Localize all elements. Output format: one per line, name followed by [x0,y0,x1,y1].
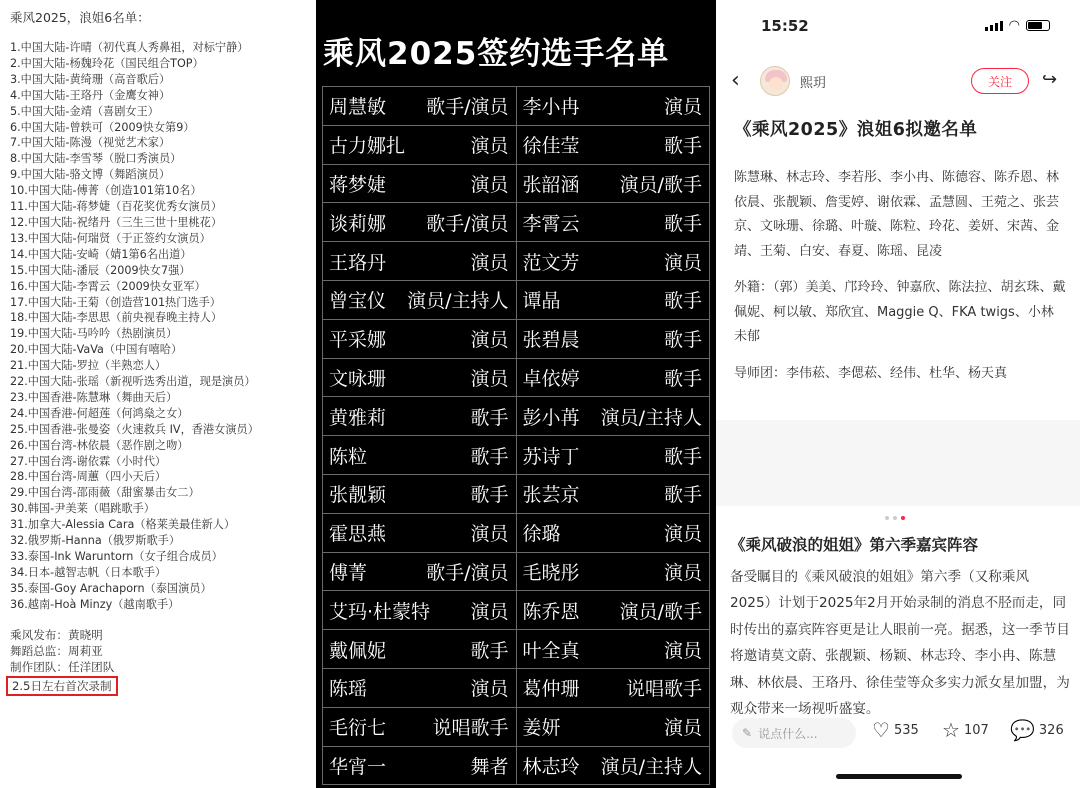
table-cell [517,475,711,514]
contestant-list [10,40,316,613]
contestant-name: 文咏珊 [329,367,387,390]
table-cell [323,553,517,592]
contestant-role: 歌手 [663,329,702,352]
list-item: 29.中国台湾-邵雨薇（甜蜜暴击女二） [10,486,200,500]
table-cell [517,553,711,592]
list-item: 12.中国大陆-祝绪丹（三生三世十里桃花） [10,215,223,229]
list-item: 21.中国大陆-罗拉（半熟恋人） [10,359,167,373]
table-row [323,397,710,436]
contestant-role: 歌手 [663,484,702,507]
contestant-name: 彭小苒 [522,406,580,429]
contestant-role: 歌手 [470,484,509,507]
contestant-role: 演员 [470,600,509,623]
roster-table [322,86,710,785]
contestant-name: 艾玛·杜蒙特 [329,600,431,623]
table-cell [517,126,711,165]
list-item: 16.中国大陆-李霄云（2009快女亚军） [10,279,206,293]
table-cell [323,242,517,281]
list-item: 10.中国大陆-傅菁（创造101第10名） [10,184,202,198]
staff-line: 制作团队：任洋团队 [10,660,115,675]
contestant-name: 徐佳莹 [522,135,580,158]
list-item: 5.中国大陆-金靖（喜剧女王） [10,104,159,118]
list-item: 25.中国香港-张曼姿（火速救兵 IV，香港女演员） [10,422,259,436]
table-cell [517,203,711,242]
record-date-note: 2.5日左右首次录制 [6,676,118,696]
table-row [323,320,710,359]
left-panel [0,0,316,788]
author-name[interactable]: 熙玥 [800,76,827,91]
table-cell [323,281,517,320]
list-item: 20.中国大陆-VaVa（中国有嘻哈） [10,343,183,357]
post-header [716,66,1080,98]
table-cell [517,87,711,126]
table-row [323,165,710,204]
star-count: 107 [963,722,989,738]
home-indicator [836,774,962,779]
list-item: 26.中国台湾-林依晨（恶作剧之吻） [10,438,189,452]
roster-title: 乘风2025签约选手名单 [323,36,670,72]
contestant-role: 演员/主持人 [407,290,509,313]
table-cell [323,630,517,669]
contestant-role: 演员 [663,717,702,740]
contestant-role: 歌手 [663,445,702,468]
contestant-name: 李小冉 [522,96,580,119]
contestant-name: 陈乔恩 [522,600,580,623]
contestant-role: 歌手/演员 [426,96,509,119]
comment-icon: 💬 [1010,718,1035,742]
list-item: 4.中国大陆-王珞丹（金鹰女神） [10,88,171,102]
contestant-role: 歌手/演员 [426,212,509,235]
list-item: 31.加拿大-Alessia Cara（格莱美最佳新人） [10,518,236,532]
list-item: 9.中国大陆-骆文博（舞蹈演员） [10,168,171,182]
list-item: 22.中国大陆-张瑶（新视听选秀出道，现是演员） [10,375,256,389]
contestant-role: 演员 [663,523,702,546]
follow-button[interactable]: 关注 [971,68,1029,94]
section-body: 备受瞩目的《乘风破浪的姐姐》第六季（又称乘风2025）计划于2025年2月开始录制的消息不胫而走，同时传出的嘉宾阵容更是让人眼前一亮。据悉，这一季节目将邀请莫文蔚、张靓颖、杨颖、林志玲、李小冉、陈慧琳、林依晨、王珞丹、徐佳莹等众多实力派女星加盟，为观众带来一场视听盛宴。 [730,569,1070,718]
table-cell [517,242,711,281]
list-item: 32.俄罗斯-Hanna（俄罗斯歌手） [10,534,181,548]
status-time: 15:52 [761,17,809,35]
contestant-role: 歌手/演员 [426,561,509,584]
list-item: 17.中国大陆-王菊（创造营101热门选手） [10,295,221,309]
list-item: 6.中国大陆-曾轶可（2009快女第9） [10,120,195,134]
heart-icon: ♡ [872,718,890,742]
contestant-name: 谭晶 [522,290,561,313]
table-cell [323,669,517,708]
table-cell [323,203,517,242]
contestant-name: 范文芳 [522,251,580,274]
contestant-role: 演员/主持人 [600,406,702,429]
contestant-name: 曾宝仪 [329,290,387,313]
contestant-name: 蒋梦婕 [329,173,387,196]
contestant-role: 演员 [470,135,509,158]
table-row [323,87,710,126]
list-item: 13.中国大陆-何瑞贤（于正签约女演员） [10,231,211,245]
list-header: 乘风2025，浪姐6名单： [10,10,150,25]
contestant-name: 林志玲 [522,755,580,778]
list-item: 15.中国大陆-潘辰（2009快女7强） [10,263,191,277]
contestant-role: 演员 [663,96,702,119]
table-cell [517,669,711,708]
contestant-name: 黄雅莉 [329,406,387,429]
list-item: 30.韩国-尹美莱（唱跳歌手） [10,502,155,516]
favorite-button[interactable] [942,720,989,740]
staff-info [10,627,316,696]
contestant-name: 卓依婷 [522,367,580,390]
contestant-name: 陈瑶 [329,678,368,701]
list-item: 11.中国大陆-蒋梦婕（百花奖优秀女演员） [10,200,223,214]
contestant-name: 傅菁 [329,561,368,584]
right-panel [716,0,1080,788]
table-cell [323,708,517,747]
table-cell [323,475,517,514]
section-title: 《乘风破浪的姐姐》第六季嘉宾阵容 [730,536,979,554]
list-item: 7.中国大陆-陈漫（视觉艺术家） [10,136,171,150]
bottom-action-bar [716,712,1080,756]
list-item: 27.中国台湾-谢依霖（小时代） [10,454,167,468]
table-row [323,281,710,320]
list-item: 18.中国大陆-李思思（前央视春晚主持人） [10,311,223,325]
like-button[interactable] [872,720,919,740]
back-icon[interactable]: ‹ [731,68,740,93]
contestant-name: 王珞丹 [329,251,387,274]
table-row [323,553,710,592]
table-cell [517,436,711,475]
avatar[interactable] [760,66,790,96]
contestant-role: 说唱歌手 [625,678,702,701]
table-cell [517,630,711,669]
list-item: 36.越南-Hoà Minzy（越南歌手） [10,597,180,611]
contestant-role: 演员/歌手 [619,173,702,196]
contestant-name: 张靓颖 [329,484,387,507]
contestant-role: 歌手 [663,290,702,313]
carousel-dots [885,516,905,520]
signal-icon [985,21,1003,31]
post-body [734,166,1066,398]
contestant-name: 李霄云 [522,212,580,235]
list-item: 1.中国大陆-许晴（初代真人秀鼻祖，对标宁静） [10,41,249,54]
contestant-role: 演员/歌手 [619,600,702,623]
staff-line: 舞蹈总监：周莉亚 [10,643,103,658]
table-row [323,359,710,398]
contestant-role: 说唱歌手 [432,717,509,740]
comment-button[interactable] [1010,720,1064,740]
battery-icon [1026,20,1050,31]
contestant-role: 演员 [470,523,509,546]
comment-count: 326 [1038,722,1064,738]
pen-icon: ✎ [742,726,753,740]
list-item: 34.日本-越智志帆（日本歌手） [10,565,167,579]
table-row [323,591,710,630]
list-item: 35.泰国-Goy Arachaporn（泰国演员） [10,581,212,595]
table-cell [323,591,517,630]
contestant-name: 平采娜 [329,329,387,352]
table-cell [323,320,517,359]
contestant-role: 演员 [663,251,702,274]
list-item: 3.中国大陆-黄绮珊（高音歌后） [10,72,171,86]
contestant-name: 毛衍七 [329,717,387,740]
table-cell [323,436,517,475]
list-item: 2.中国大陆-杨魏玲花（国民组合TOP） [10,56,204,70]
contestant-role: 歌手 [663,135,702,158]
table-cell [517,165,711,204]
contestant-role: 演员 [470,678,509,701]
contestant-name: 张碧晨 [522,329,580,352]
contestant-role: 演员 [663,639,702,662]
table-row [323,708,710,747]
status-bar [716,16,1080,38]
table-cell [517,281,711,320]
table-cell [323,87,517,126]
table-cell [323,514,517,553]
table-row [323,203,710,242]
contestant-name: 霍思燕 [329,523,387,546]
contestant-name: 戴佩妮 [329,639,387,662]
table-cell [323,397,517,436]
contestant-name: 苏诗丁 [522,445,580,468]
table-cell [517,397,711,436]
post-paragraph: 外籍：（郭）美美、邝玲玲、钟嘉欣、陈法拉、胡玄珠、戴佩妮、柯以敏、郑欣宜、Maggie Q、FKA twigs、小林未郁 [734,280,1066,344]
contestant-role: 演员 [470,173,509,196]
table-row [323,630,710,669]
table-cell [323,165,517,204]
contestant-name: 陈粒 [329,445,368,468]
wifi-icon: ◠ [1008,17,1020,33]
contestant-role: 歌手 [663,212,702,235]
contestant-name: 徐璐 [522,523,561,546]
contestant-name: 叶全真 [522,639,580,662]
contestant-name: 葛仲珊 [522,678,580,701]
share-icon[interactable]: ↪ [1042,69,1058,90]
post-title: 《乘风2025》浪姐6拟邀名单 [734,120,978,140]
table-cell [517,747,711,786]
list-item: 28.中国台湾-周蕙（四小天后） [10,470,167,484]
table-row [323,747,710,786]
star-icon: ☆ [942,718,960,742]
contestant-role: 演员 [470,329,509,352]
list-item: 8.中国大陆-李雪琴（脱口秀演员） [10,152,182,166]
contestant-name: 姜妍 [522,717,561,740]
contestant-name: 古力娜扎 [329,135,406,158]
table-row [323,514,710,553]
contestant-name: 谈莉娜 [329,212,387,235]
contestant-name: 张芸京 [522,484,580,507]
comment-placeholder: 说点什么... [758,726,818,741]
table-cell [517,591,711,630]
post-paragraph: 导师团：李伟菘、李偲菘、经伟、杜华、杨天真 [734,365,1008,381]
comment-input[interactable] [732,718,856,748]
contestant-role: 歌手 [663,367,702,390]
contestant-role: 演员/主持人 [600,755,702,778]
table-cell [517,708,711,747]
contestant-name: 毛晓彤 [522,561,580,584]
list-item: 24.中国香港-何超莲（何鸿燊之女） [10,406,189,420]
list-item: 33.泰国-Ink Waruntorn（女子组合成员） [10,550,223,563]
contestant-role: 舞者 [470,755,509,778]
contestant-name: 张韶涵 [522,173,580,196]
table-row [323,669,710,708]
image-placeholder [716,420,1080,506]
contestant-role: 歌手 [470,639,509,662]
table-row [323,126,710,165]
table-row [323,436,710,475]
post-paragraph: 陈慧琳、林志玲、李若彤、李小冉、陈德容、陈乔恩、林依晨、张靓颖、詹雯婷、谢依霖、孟慧圆、王菀之、张芸京、文咏珊、徐璐、叶璇、陈粒、玲花、姜妍、宋茜、金靖、王菊、白安、春夏、陈瑶、昆凌 [734,170,1060,259]
contestant-role: 演员 [663,561,702,584]
staff-line: 乘风发布：黄晓明 [10,627,103,642]
list-item: 14.中国大陆-安崎（婧1第6名出道） [10,247,192,261]
table-row [323,242,710,281]
contestant-name: 周慧敏 [329,96,387,119]
table-cell [323,359,517,398]
contestant-name: 华宵一 [329,755,387,778]
list-item: 19.中国大陆-马吟吟（热剧演员） [10,327,178,341]
table-cell [517,359,711,398]
like-count: 535 [893,722,919,738]
contestant-role: 歌手 [470,445,509,468]
table-cell [517,320,711,359]
contestant-role: 演员 [470,367,509,390]
table-cell [517,514,711,553]
list-item: 23.中国香港-陈慧琳（舞曲天后） [10,390,178,404]
table-cell [323,126,517,165]
table-cell [323,747,517,786]
contestant-role: 歌手 [470,406,509,429]
table-row [323,475,710,514]
contestant-role: 演员 [470,251,509,274]
middle-panel [316,0,716,788]
